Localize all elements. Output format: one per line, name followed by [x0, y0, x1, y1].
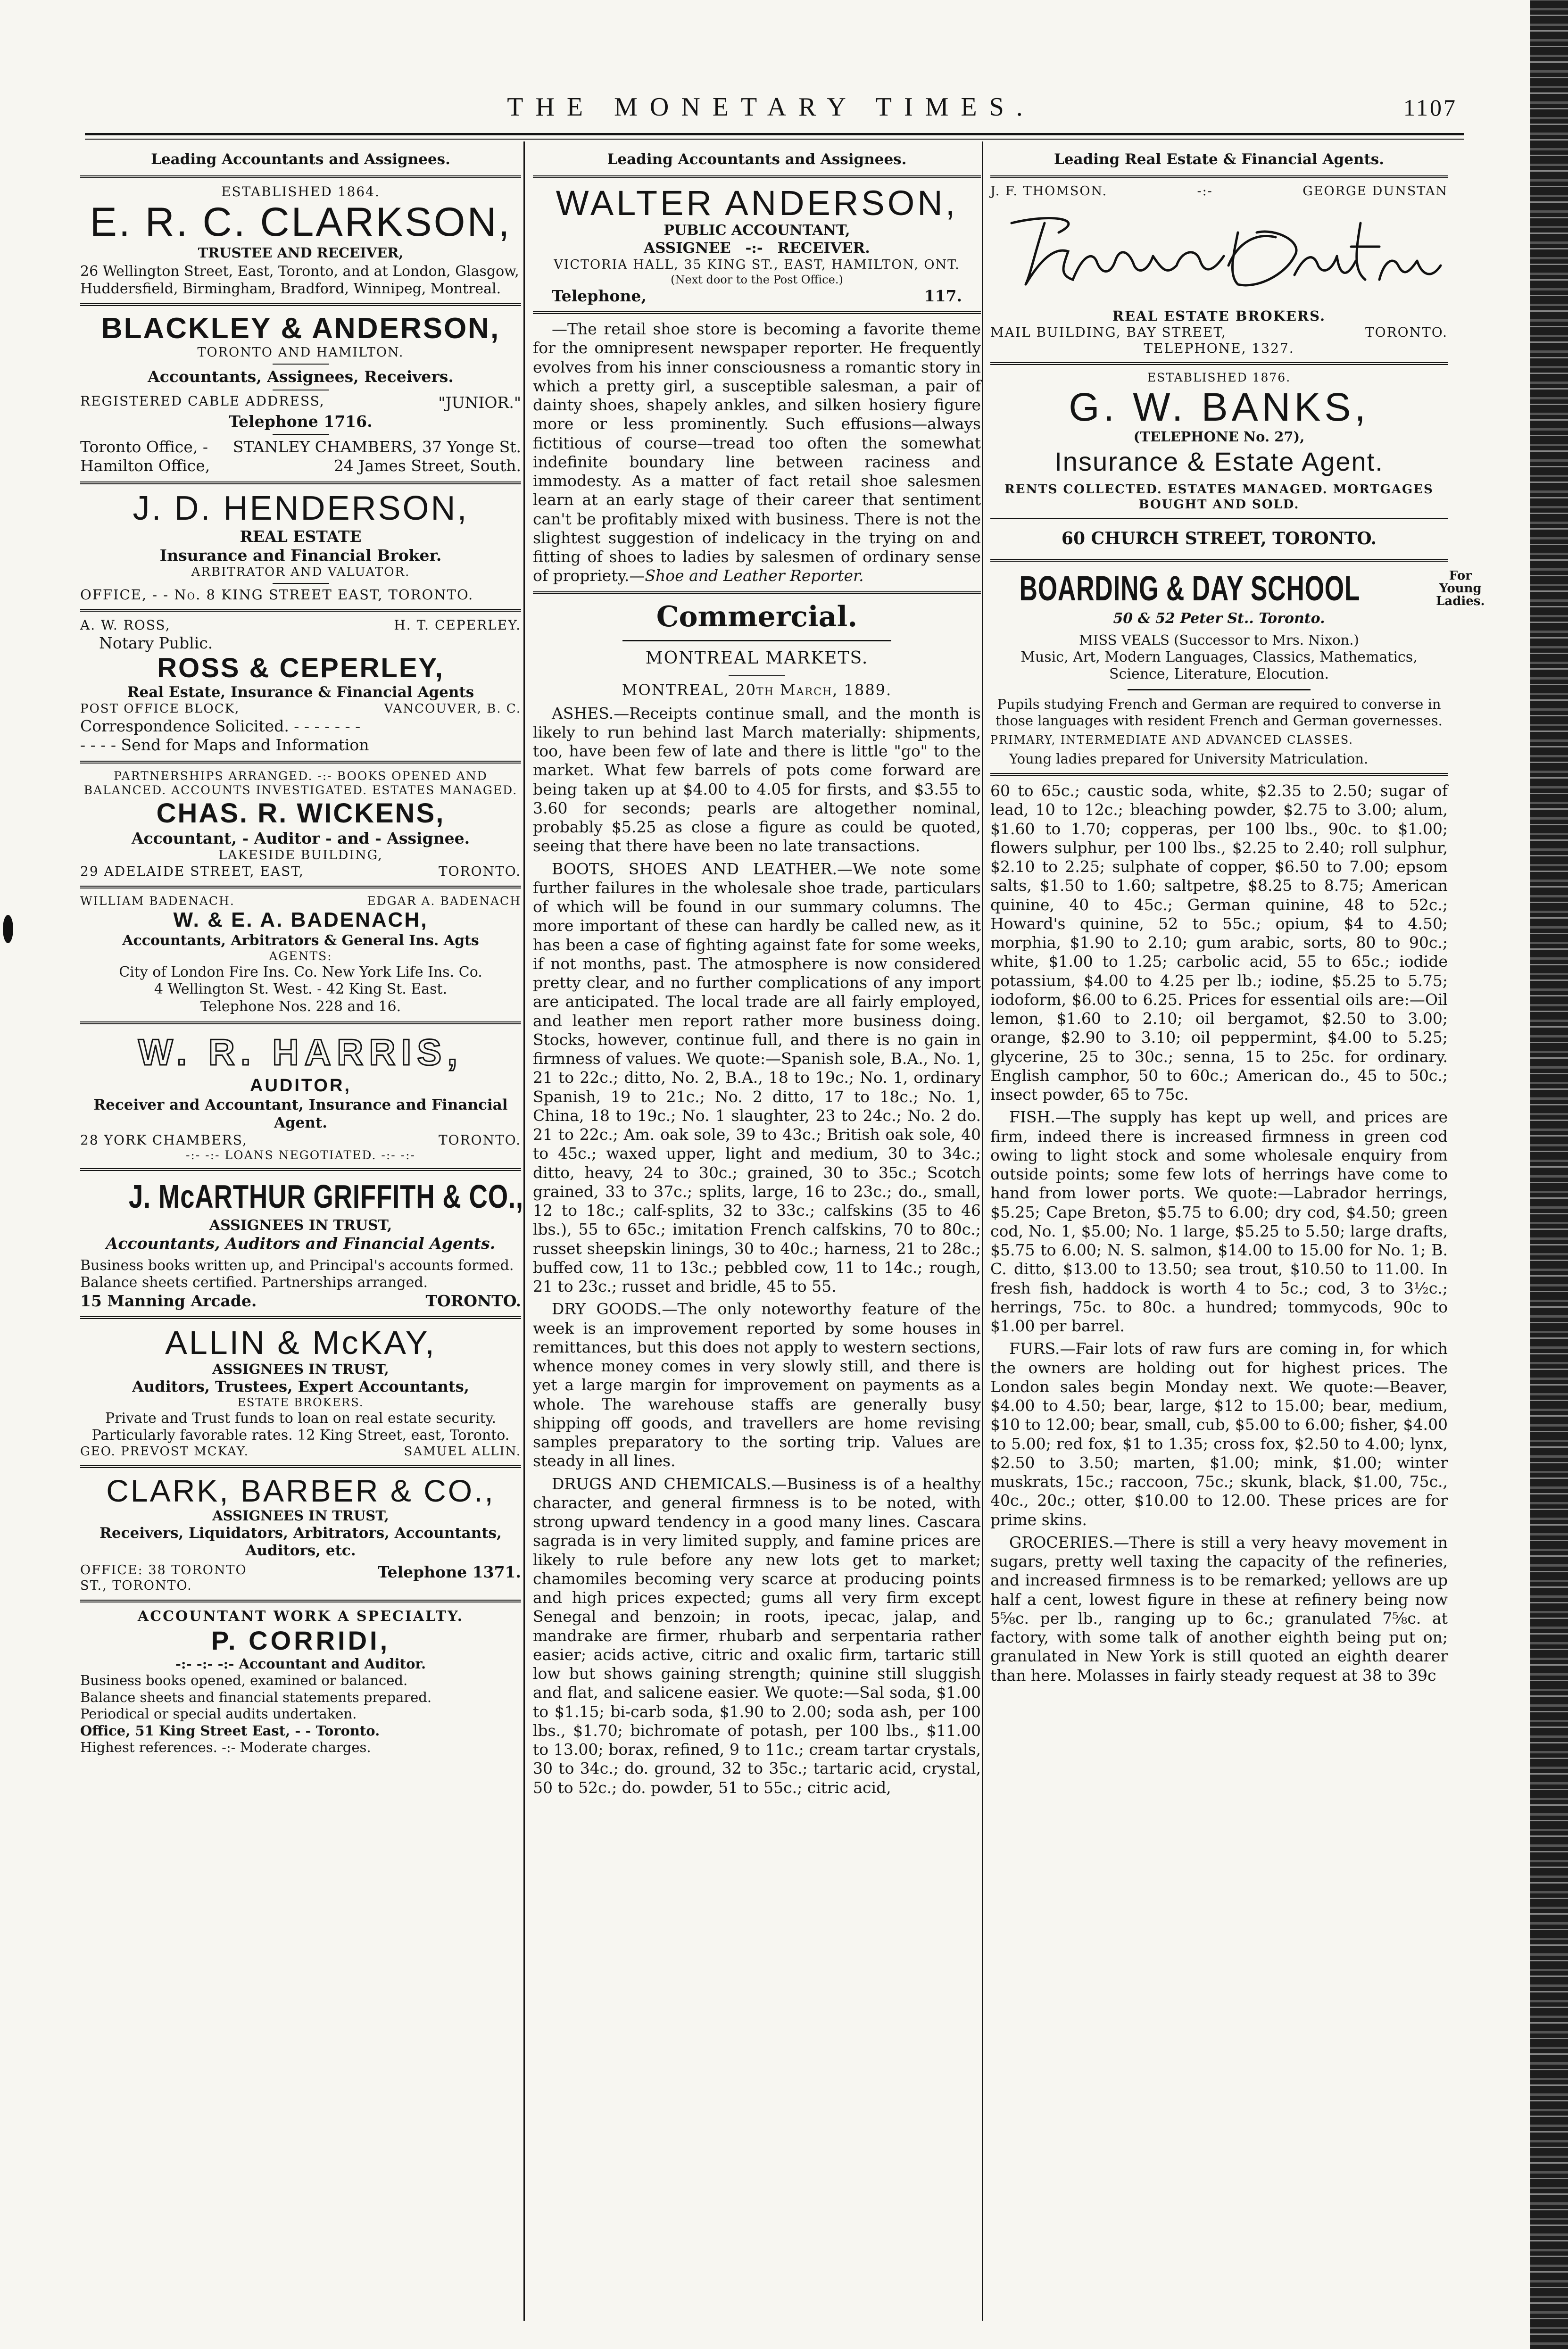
- firm-role: Accountant, - Auditor - and - Assignee.: [131, 829, 470, 848]
- divider: [273, 583, 329, 584]
- divider: [80, 886, 521, 888]
- masthead: [85, 92, 1457, 125]
- address: 60 CHURCH STREET, TORONTO.: [1061, 529, 1377, 549]
- maps-note: - - - - Send for Maps and Information: [80, 736, 369, 755]
- partner: A. W. ROSS,: [80, 617, 171, 633]
- divider: [273, 364, 329, 365]
- firm-name: J. D. HENDERSON,: [133, 489, 469, 527]
- firm-role: ASSIGNEES IN TRUST,: [212, 1361, 389, 1377]
- market-report-fish: FISH.—The supply has kept up well, and prices are firm, indeed there is increased firmness in green cod owing to light stock and some wholesale enquiry from outside points; some few lots of herrings have come to hand from lower ports. We quote:—Labrador herrings, $5.25; Cape Breton, $5.75 to 6.00; dry cod, $4.50; green cod, No. 1, $5.00; No. 1 large, $5.25 to 5.50; large drafts, $5.75 to 6.00; N. S. salmon, $14.00 to 15.00 for No. 1; B. C. ditto, $13.00 to 13.50; sea trout, $10.50 to 11.00. In fresh fish, haddock is worth 4 to 5c.; cod, 3 to 3½c.; herrings, 75c. to 80c. a hundred; tommycods, 90c to $1.00 per barrel.: [990, 1108, 1448, 1336]
- ad-boarding-school: [990, 567, 1485, 767]
- telephone-label: Telephone,: [552, 286, 647, 305]
- divider: [80, 175, 521, 178]
- loans: -:- -:- LOANS NEGOTIATED. -:- -:-: [185, 1148, 415, 1162]
- partners-row: [80, 894, 521, 909]
- column-1: [80, 151, 521, 2330]
- signature-image: [990, 204, 1448, 299]
- firm-name: CLARK, BARBER & CO.,: [106, 1473, 495, 1508]
- established: ESTABLISHED 1864.: [221, 183, 380, 199]
- divider: [80, 1316, 521, 1319]
- telephone: Telephone 1716.: [229, 412, 373, 431]
- firm-role: AUDITOR,: [250, 1075, 351, 1096]
- address: MAIL BUILDING, BAY STREET,: [990, 324, 1227, 340]
- ad-henderson: [80, 490, 521, 604]
- divider: [80, 1600, 521, 1602]
- divider: [990, 362, 1448, 365]
- address-note: (Next door to the Post Office.): [671, 273, 843, 286]
- correspondence: Correspondence Solicited. - - - - - - -: [80, 717, 361, 736]
- top-rule: [85, 133, 1464, 135]
- ad-banks: [990, 371, 1448, 549]
- divider: [80, 1168, 521, 1171]
- firm-line: PARTNERSHIPS ARRANGED. -:- BOOKS OPENED AND BALANCED. ACCOUNTS INVESTIGATED. ESTATES MANAGED.: [83, 769, 518, 797]
- ad-header: ACCOUNTANT WORK A SPECIALTY.: [137, 1608, 464, 1625]
- divider: [729, 675, 785, 676]
- school-name: BOARDING & DAY SCHOOL: [1019, 569, 1361, 608]
- firm-sub: Accountants, Auditors and Financial Agents.: [106, 1234, 496, 1253]
- office-value: 24 James Street, South.: [333, 457, 521, 475]
- dateline: MONTREAL, 20th March, 1889.: [622, 681, 892, 699]
- post-office: POST OFFICE BLOCK,: [80, 702, 240, 716]
- firm-role: Accountants, Assignees, Receivers.: [148, 367, 454, 386]
- firm-name: W. R. HARRIS,: [138, 1031, 463, 1073]
- firm-role: Accountants, Arbitrators & General Ins. Agts: [122, 932, 479, 949]
- market-report-drugs-continued: 60 to 65c.; caustic soda, white, $2.35 to 2.50; sugar of lead, 10 to 12c.; bleaching powder, $2.75 to 3.00; alum, $1.60 to 1.70; copperas, per 100 lbs., 90c. to $1.00; flowers sulphur, per 100 lbs., $2.25 to 2.40; roll sulphur, $2.10 to 2.25; sulphate of copper, $6.50 to 7.00; epsom salts, $1.50 to 1.60; saltpetre, $8.25 to 8.75; American quinine, 40 to 45c.; German quinine, 48 to 52c.; Howard's quinine, 52 to 55c.; opium, $4 to 4.50; morphia, $1.90 to 2.10; gum arabic, sorts, 80 to 90c.; white, $1.00 to 1.25; carbolic acid, 55 to 65c.; iodide potassium, $4.00 to 4.25 per lb.; iodine, $5.25 to 5.75; iodoform, $6.00 to 6.25. Prices for essential oils are:—Oil lemon, $1.60 to 2.10; oil bergamot, $2.50 to 3.00; orange, $2.90 to 3.10; oil peppermint, $4.00 to 5.25; glycerine, 25 to 30c.; senna, 15 to 25c. for ordinary. English camphor, 50 to 60c.; American do., 45 to 50c.; insect powder, 65 to 75c.: [990, 781, 1448, 1104]
- divider: [80, 481, 521, 484]
- firm-body: Balance sheets and financial statements prepared.: [80, 1689, 432, 1705]
- divider: [622, 640, 891, 641]
- page-number: 1107: [1403, 94, 1457, 121]
- role-right: RECEIVER.: [777, 239, 870, 257]
- market-report-groceries: GROCERIES.—There is still a very heavy movement in sugars, pretty well taxing the capacity of the refineries, and increased firmness is to be remarked; yellows are up half a cent, lowest figure in these at refinery being now 5⅝c. per lb., ranging up to 6c.; granulated 7⅝c. at factory, with some talk of another eighth being put on; granulated in New York is still quoted an eighth dearer than here. Molasses in fairly steady request at 38 to 39c: [990, 1533, 1448, 1685]
- address: 28 YORK CHAMBERS,: [80, 1132, 248, 1148]
- firm-role: ASSIGNEES IN TRUST,: [212, 1508, 389, 1524]
- section-heading: Commercial.: [656, 600, 858, 633]
- office-row: [80, 438, 521, 457]
- firm-name: J. McARTHUR GRIFFITH & CO.,: [128, 1178, 523, 1215]
- firm-role: PUBLIC ACCOUNTANT,: [664, 222, 850, 239]
- partner: GEO. PREVOST MCKAY.: [80, 1444, 249, 1459]
- divider: [80, 303, 521, 306]
- ad-allin-mckay: [80, 1325, 521, 1460]
- school-side-line: Young: [1439, 581, 1482, 596]
- firm-name: P. CORRIDI,: [211, 1625, 390, 1655]
- firm-line: ARBITRATOR AND VALUATOR.: [191, 565, 410, 580]
- classes: PRIMARY, INTERMEDIATE AND ADVANCED CLASSES.: [990, 733, 1353, 747]
- firm-office: OFFICE, - - No. 8 KING STREET EAST, TORONTO.: [80, 587, 474, 603]
- market-report-boots: BOOTS, SHOES AND LEATHER.—We note some further failures in the wholesale shoe trade, particulars of which will be found in our summary columns. The more important of these can hardly be called new, as it has been a case of fighting against fate for some weeks, if not months, past. The atmosphere is now considered pretty clear, and no further complications of any import are anticipated. The local trade are all fairly employed, and leather men report rather more business doing. Stocks, however, continue full, and there is no gain in firmness of values. We quote:—Spanish sole, B.A., No. 1, 21 to 22c.; ditto, No. 2, B.A., 18 to 19c.; No. 1, ordinary Spanish, 19 to 21c.; No. 2 ditto, 17 to 18c.; No. 1, China, 18 to 19c.; No. 1 slaughter, 23 to 24c.; No. 2 do. 21 to 22c.; Am. oak sole, 39 to 43c.; British oak sole, 40 to 45c.; waxed upper, light and medium, 30 to 34c.; ditto, heavy, 24 to 30c.; grained, 30 to 35c.; Scotch grained, 33 to 37c.; splits, large, 16 to 23c.; do., small, 12 to 18c.; calf-splits, 32 to 33c.; calfskins (35 to 46 lbs.), 55 to 65c.; imitation French calfskins, 70 to 80c.; russet sheepskin linings, 30 to 40c.; harness, 21 to 28c.; buffed cow, 11 to 13c.; pebbled cow, 11 to 14c.; rough, 21 to 23c.; russet and bridle, 45 to 55.: [533, 859, 981, 1296]
- column-header: Leading Accountants and Assignees.: [151, 151, 450, 168]
- firm-role: ASSIGNEES IN TRUST,: [209, 1217, 392, 1234]
- column-divider-1: [523, 141, 525, 2321]
- column-header: Leading Accountants and Assignees.: [607, 151, 907, 168]
- city: TORONTO.: [438, 1132, 521, 1148]
- building: LAKESIDE BUILDING,: [218, 848, 383, 863]
- divider: [80, 1021, 521, 1024]
- address-row: [80, 702, 521, 717]
- divider: [990, 773, 1448, 776]
- firm-role: TRUSTEE AND RECEIVER,: [198, 244, 404, 261]
- agents-label: AGENTS:: [269, 949, 332, 963]
- firm-line: Receiver and Accountant, Insurance and Financial Agent.: [93, 1096, 508, 1131]
- office: OFFICE: 38 TORONTO ST., TORONTO.: [80, 1563, 247, 1594]
- office-label: Toronto Office, -: [80, 438, 208, 457]
- cable-label: REGISTERED CABLE ADDRESS,: [80, 393, 325, 409]
- school-side-line: For: [1449, 568, 1472, 583]
- city: TORONTO.: [1365, 324, 1448, 340]
- firm-line: Insurance and Financial Broker.: [159, 546, 442, 565]
- office-row: [80, 1563, 521, 1594]
- firm-name: W. & E. A. BADENACH,: [173, 908, 428, 932]
- city: TORONTO.: [438, 863, 521, 880]
- ad-harris: [80, 1030, 521, 1163]
- firm-body: Periodical or special audits undertaken.: [80, 1706, 357, 1722]
- firm-role: Insurance & Estate Agent.: [1054, 446, 1384, 476]
- firm-roles-row: [533, 240, 981, 257]
- article-source: —Shoe and Leather Reporter.: [629, 566, 864, 585]
- divider: [990, 559, 1448, 562]
- column-2: [533, 151, 981, 2330]
- column-divider-2: [982, 141, 983, 2321]
- ad-blackley-anderson: [80, 312, 521, 475]
- subjects: Music, Art, Modern Languages, Classics, Mathematics, Science, Literature, Elocution.: [1020, 648, 1418, 683]
- cable-row: [80, 393, 521, 412]
- agent-line: City of London Fire Ins. Co. New York Life Ins. Co.: [119, 963, 482, 980]
- telephone: TELEPHONE, 1327.: [1144, 340, 1294, 357]
- office-value: STANLEY CHAMBERS, 37 Yonge St.: [232, 438, 521, 457]
- partner: WILLIAM BADENACH.: [80, 894, 235, 908]
- principal: MISS VEALS (Successor to Mrs. Nixon.): [1079, 632, 1359, 648]
- divider: [533, 311, 981, 314]
- partner: GEORGE DUNSTAN: [1303, 183, 1448, 199]
- prepared: Young ladies prepared for University Matriculation.: [1009, 750, 1369, 767]
- partner-sub: Notary Public.: [99, 633, 213, 652]
- divider: [80, 761, 521, 764]
- address-row: [80, 1292, 521, 1311]
- firm-name: E. R. C. CLARKSON,: [90, 199, 512, 245]
- ad-corridi: [80, 1608, 521, 1756]
- address: 50 & 52 Peter St.. Toronto.: [1113, 610, 1325, 627]
- address-row: [990, 324, 1448, 340]
- firm-name: G. W. BANKS,: [1069, 384, 1369, 429]
- pupils-note: Pupils studying French and German are required to converse in those languages with resident French and German governesses.: [996, 696, 1443, 729]
- firm-line: REAL ESTATE: [240, 527, 362, 546]
- partners-row: [80, 1444, 521, 1460]
- firm-name: WALTER ANDERSON,: [556, 183, 958, 223]
- ad-clarkson: [80, 184, 521, 298]
- established: ESTABLISHED 1876.: [1147, 371, 1291, 385]
- divider: [990, 175, 1448, 178]
- firm-body: Private and Trust funds to loan on real estate security. Particularly favorable rates. 12 King Street, east, Toronto.: [91, 1410, 510, 1444]
- firm-role: Real Estate, Insurance & Financial Agents: [127, 684, 474, 701]
- telephone: Telephone 1371.: [377, 1563, 521, 1582]
- firm-name: ALLIN & McKAY,: [165, 1324, 436, 1361]
- partner: SAMUEL ALLIN.: [404, 1444, 521, 1459]
- role-mid: -:-: [745, 239, 763, 257]
- firm-body: Business books written up, and Principal's accounts formed. Balance sheets certified. Partnerships arranged.: [80, 1257, 514, 1291]
- ad-thomson-dunstan: [990, 184, 1448, 357]
- firm-role: REAL ESTATE BROKERS.: [1112, 307, 1326, 324]
- ad-clark-barber: [80, 1474, 521, 1594]
- market-report-dry-goods: DRY GOODS.—The only noteworthy feature of the week is an improvement reported by some houses in remittances, but this does not apply to western sections, whence money comes in very slowly still, and there is yet a large margin for improvement on payments as a whole. The warehouse staffs are generally busy shipping off goods, and travellers are home revising samples preparatory to the sorting trip. Values are steady in all lines.: [533, 1300, 981, 1470]
- column-3: [990, 151, 1485, 2330]
- ad-wickens: [80, 769, 521, 880]
- address-row: [80, 863, 521, 880]
- ad-ross-ceperley: [80, 617, 521, 755]
- article-text: —The retail shoe store is becoming a favorite theme for the omnipresent newspaper reporter. He frequently evolves from his inner consciousness a romantic story in which a pretty girl, a susceptible salesman, a pair of dainty shoes, shapely ankles, and silken hosiery figure more or less prominently. Such effusions—always fictitious of course—tread too often the somewhat indefinite boundary line between raciness and immodesty. As a matter of fact retail shoe salesmen learn at an early stage of their career that sentiment can't be profitably mixed with business. There is not the slightest suggestion of indelicacy in the trying on and fitting of shoes to ladies by salesmen of ordinary sense of propriety.: [533, 320, 981, 585]
- telephone-row: [533, 287, 981, 306]
- ad-walter-anderson: [533, 184, 981, 306]
- ad-badenach: [80, 894, 521, 1016]
- cable-value: "JUNIOR.": [438, 393, 521, 412]
- firm-body: Business books opened, examined or balanced.: [80, 1672, 408, 1689]
- partner: H. T. CEPERLEY.: [394, 617, 521, 633]
- firm-body: RENTS COLLECTED. ESTATES MANAGED. MORTGAGES BOUGHT AND SOLD.: [1004, 482, 1434, 512]
- ad-griffith: [80, 1177, 521, 1311]
- firm-brokers: ESTATE BROKERS.: [237, 1396, 364, 1410]
- signature-icon: [990, 204, 1448, 299]
- firm-name: CHAS. R. WICKENS,: [156, 797, 445, 829]
- page-edge: [1530, 0, 1568, 2349]
- firm-address: 26 Wellington Street, East, Toronto, and at London, Glasgow, Huddersfield, Birmingham, Bradford, Winnipeg, Montreal.: [80, 263, 519, 297]
- references: Highest references. -:- Moderate charges.: [80, 1739, 371, 1755]
- divider: [533, 175, 981, 178]
- divider: [990, 518, 1448, 519]
- column-header: Leading Real Estate & Financial Agents.: [1054, 151, 1385, 168]
- market-report-drugs: DRUGS AND CHEMICALS.—Business is of a healthy character, and general firmness is to be noted, with strong upward tendency in a good many lines. Cascara sagrada is in very limited supply, and famine prices are likely to rule before any new lots get to market; chamomiles becoming very scarce at producing points and high prices expected; gums all very firm except Senegal and benzoin; in roots, ipecac, jalap, and mandrake are firmer, rhubarb and serpentaria rather easier; acids active, citric and oxalic firm, tartaric still low but shows gaining strength; quinine still sluggish and flat, and salicene easier. We quote:—Sal soda, $1.00 to $1.15; bi-carb soda, $1.90 to 2.00; soda ash, per 100 lbs., $1.70; bichromate of potash, per 100 lbs., $11.00 to 13.00; borax, refined, 9 to 11c.; cream tartar crystals, 30 to 34c.; do. ground, 32 to 35c.; tartaric acid, crystal, 50 to 52c.; do. powder, 51 to 55c.; citric acid,: [533, 1474, 981, 1797]
- partner: J. F. THOMSON.: [990, 183, 1108, 199]
- address: VICTORIA HALL, 35 KING ST., EAST, HAMILTON, ONT.: [554, 257, 960, 272]
- city: VANCOUVER, B. C.: [384, 702, 521, 716]
- agent-line: 4 Wellington St. West. - 42 King St. East.: [154, 981, 448, 998]
- shoe-article: [533, 320, 981, 586]
- divider: [80, 1465, 521, 1468]
- market-report-furs: FURS.—Fair lots of raw furs are coming in, for which the owners are holding out for highest prices. The London sales begin Monday next. We quote:—Beaver, $4.00 to 4.50; bear, large, $12 to 15.00; bear, medium, $10 to 12.00; bear, small, cub, $5.00 to 6.00; fisher, $4.00 to 5.00; red fox, $1 to 1.35; cross fox, $2.50 to 4.00; lynx, $2.50 to 3.50; marten, $1.00; mink, $1.00; winter muskrats, 15c.; raccoon, 75c.; skunk, black, $1.00, 75c., 40c., 20c.; otter, $10.00 to 12.00. These prices are for prime skins.: [990, 1339, 1448, 1529]
- partners-row: [80, 617, 521, 633]
- market-report-ashes: ASHES.—Receipts continue small, and the month is likely to run behind last March materially: shipments, too, have been few of late and there is little "go" to the market. What few barrels of pots come forward are being taken up at $4.00 to 4.05 for firsts, and $3.55 to 3.60 for seconds; pearls are altogether nominal, probably $5.25 as close a figure as could be quoted, seeing that there have been no late transactions.: [533, 704, 981, 855]
- subsection-heading: MONTREAL MARKETS.: [645, 648, 869, 668]
- city: TORONTO.: [425, 1291, 521, 1310]
- firm-role: -:- -:- -:- Accountant and Auditor.: [175, 1656, 426, 1672]
- address-row: [80, 1132, 521, 1148]
- separator: -:-: [1197, 183, 1213, 199]
- ink-blot: [3, 915, 13, 943]
- firm-name: BLACKLEY & ANDERSON,: [101, 312, 500, 345]
- school-side-line: Ladies.: [1436, 594, 1485, 609]
- telephone: Telephone Nos. 228 and 16.: [200, 998, 401, 1015]
- divider: [273, 434, 329, 435]
- divider: [533, 591, 981, 594]
- school-side: [1436, 570, 1485, 608]
- office: Office, 51 King Street East, - - Toronto.: [80, 1722, 380, 1739]
- address: 29 ADELAIDE STREET, EAST,: [80, 863, 304, 880]
- firm-sub: Auditors, Trustees, Expert Accountants,: [132, 1378, 469, 1396]
- divider: [80, 609, 521, 612]
- office-row: [80, 457, 521, 475]
- role-left: ASSIGNEE: [644, 239, 731, 257]
- office-label: Hamilton Office,: [80, 457, 210, 475]
- firm-sub: Receivers, Liquidators, Arbitrators, Accountants, Auditors, etc.: [100, 1524, 502, 1560]
- partner: EDGAR A. BADENACH: [367, 894, 521, 908]
- firm-name: ROSS & CEPERLEY,: [157, 652, 444, 683]
- top-rule-thin: [85, 139, 1464, 140]
- telephone: (TELEPHONE No. 27),: [1133, 429, 1305, 445]
- address: 15 Manning Arcade.: [80, 1291, 257, 1310]
- school-title-row: [990, 567, 1485, 610]
- newspaper-title: THE MONETARY TIMES.: [507, 92, 1035, 122]
- divider: [1128, 689, 1311, 690]
- partners-row: [990, 184, 1448, 199]
- firm-cities: TORONTO AND HAMILTON.: [197, 345, 404, 360]
- telephone-value: 117.: [924, 286, 962, 305]
